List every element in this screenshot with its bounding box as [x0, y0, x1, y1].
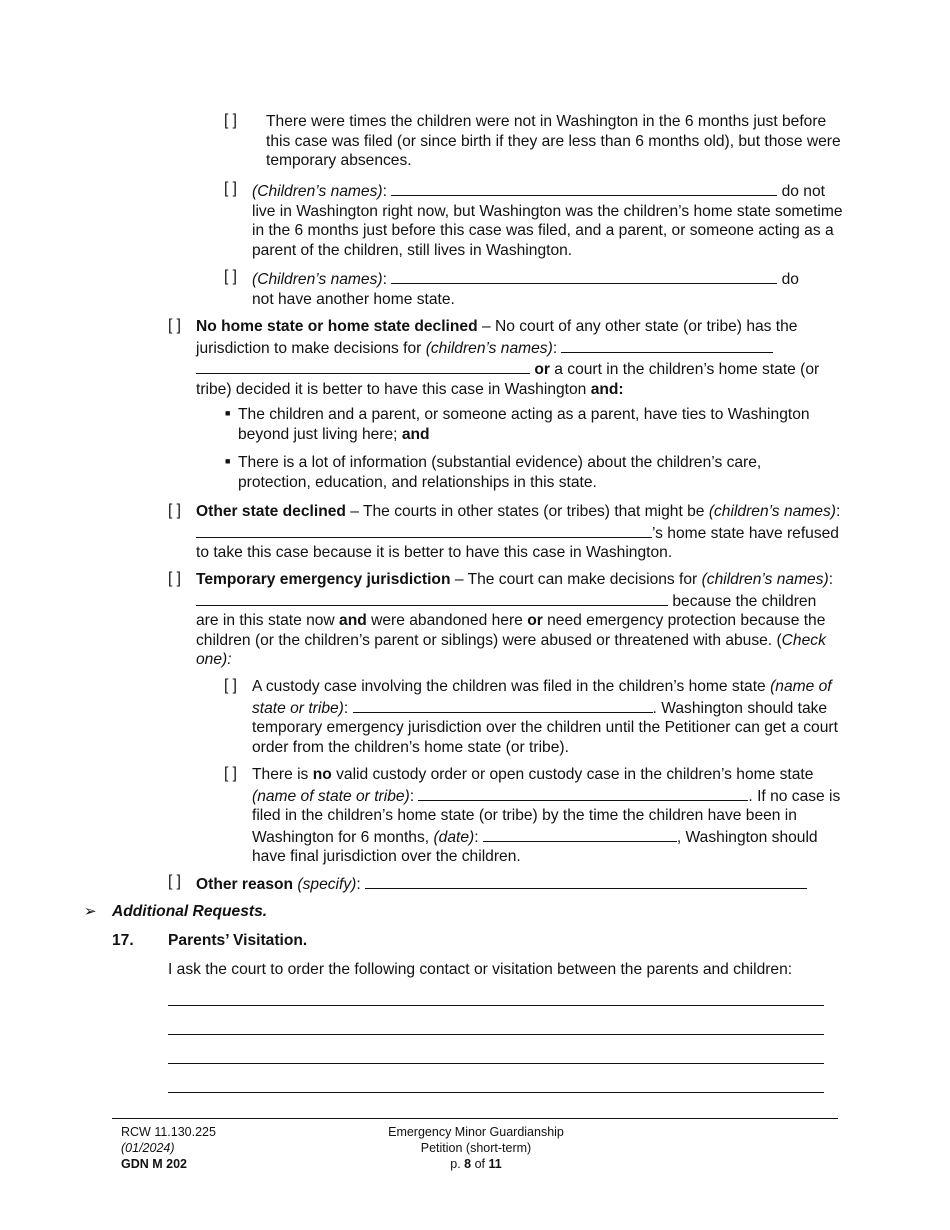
custody-state-field[interactable] — [353, 697, 653, 713]
section-17-number: 17. — [112, 932, 134, 949]
arrow-bullet-icon: ➢ — [84, 903, 97, 920]
or-word: or — [527, 612, 543, 630]
and-word: and: — [590, 380, 624, 398]
visitation-line-4[interactable] — [168, 1092, 824, 1093]
bullet-icon: ■ — [225, 456, 231, 466]
temp-emergency-children-field[interactable] — [196, 590, 668, 606]
other-reason-block: Other reason (specify): — [196, 873, 841, 895]
custody-filed-text1: A custody case involving the children was filed in the children’s home state — [252, 678, 766, 695]
visitation-line-3[interactable] — [168, 1063, 824, 1064]
not-live-block: (Children’s names): do not live in Washington right now, but Washington was the children’s home state sometime in the 6 months just before this case was filed, and a parent, or someone acting as a parent of the children, still lives in Washington. — [252, 180, 852, 260]
temp-emergency-title: Temporary emergency jurisdiction — [196, 571, 451, 588]
bullet-1-block — [238, 405, 818, 444]
children-names-field-1[interactable] — [391, 180, 777, 196]
no-home-state-block: No home state or home state declined – No court of any other state (or tribe) has the jurisdiction to make decisions for (children’s names): or a court in the children’s home state (or tribe) decided it is better to have this case in Washington and: — [196, 318, 820, 398]
footer-form-number: GDN M 202 — [121, 1157, 187, 1171]
footer-title-1: Emergency Minor Guardianship — [388, 1125, 564, 1139]
bullet-1-text: The children and a parent, or someone acting as a parent, have ties to Washington beyond just living here; — [238, 406, 810, 443]
visitation-line-2[interactable] — [168, 1034, 824, 1035]
other-reason-field[interactable] — [365, 873, 807, 889]
temp-text2a: children are in this state now — [196, 592, 817, 630]
additional-requests-heading: Additional Requests. — [112, 903, 268, 920]
if-word: . If — [748, 787, 766, 805]
temp-emergency-block: Temporary emergency jurisdiction – The court can make decisions for (children’s names): because the children are in this state now and were abandoned here or need emergency protection because the children (or the children’s parent or siblings) were abused or threatened with abuse. (Check one): — [196, 571, 834, 669]
other-reason-label: Other reason — [196, 876, 294, 893]
bullet-icon: ■ — [225, 408, 231, 418]
checkbox-other-reason[interactable]: [ ] — [168, 873, 181, 890]
no-custody-block: There is no valid custody order or open custody case in the children’s home state (name of state or tribe): . If no case is filed in the children’s home state (or tribe) by the time the children have been in Washington for 6 months, (date): , Washington should have final jurisdiction over the children. — [252, 766, 841, 866]
custody-filed-text2: should take temporary emergency jurisdiction over the children until the Petitioner can get a court order from the children’s home state (or tribe). — [252, 699, 838, 756]
bullet-2-text: There is a lot of information (substantial evidence) about the children’s care, protection, education, and relationships in this state. — [238, 454, 762, 491]
no-custody-a: There is — [252, 766, 309, 783]
checkbox-no-other-home[interactable]: [ ] — [224, 268, 237, 285]
other-state-children-field[interactable] — [196, 522, 652, 538]
no-home-state-title: No home state or home state declined — [196, 318, 478, 335]
other-state-title: Other state declined — [196, 503, 346, 520]
other-state-text2: have refused to take this case because it is better to have this case in Washington. — [196, 524, 839, 562]
footer-date: (01/2024) — [121, 1141, 175, 1155]
children-names-label: (Children’s names) — [252, 271, 383, 288]
childrens-label: (children’s — [701, 571, 773, 588]
checkbox-other-state[interactable]: [ ] — [168, 502, 181, 519]
checkbox-temp-emergency[interactable]: [ ] — [168, 570, 181, 587]
temp-text2b: were abandoned here — [371, 612, 523, 630]
no-home-children-field-a[interactable] — [561, 337, 773, 353]
bullet-1-and: and — [401, 425, 430, 443]
childrens-label: (children’s — [708, 503, 780, 520]
state-word: state — [779, 766, 814, 783]
footer-divider — [112, 1118, 838, 1119]
not-other-text: not have another home state. — [252, 290, 455, 308]
no-home-state-text2: a court in the children’s home state (or tribe) decided it is better to have this case in Washington — [196, 361, 820, 398]
specify-label: (specify) — [297, 876, 357, 893]
childrens-names-label: (children’s names) — [425, 339, 553, 357]
footer-title-2: Petition (short-term) — [420, 1141, 532, 1155]
no-home-state-text1: – No court of any other state (or tribe) has the jurisdiction to make decisions for — [196, 318, 798, 357]
children-names-label: (Children’s names) — [252, 183, 383, 200]
home-state-suffix: ’s home state — [652, 524, 745, 542]
footer-center — [356, 1124, 596, 1172]
do-word: do — [781, 271, 799, 288]
checkbox-not-live[interactable]: [ ] — [224, 180, 237, 197]
visitation-line-1[interactable] — [168, 1005, 824, 1006]
no-custody-b: valid custody order or open custody case in the children’s home — [336, 766, 776, 783]
not-live-text: not live in Washington right now, but Washington was the children’s home state sometime in the 6 months just before this case was filed, and a parent, or someone acting as a parent of the children, still lives in Washington. — [252, 183, 843, 259]
no-other-home-block: (Children’s names): do not have another home state. — [252, 268, 852, 309]
date-label: (date) — [433, 828, 475, 846]
temp-absence-text: There were times the children were not in Washington in the 6 months just before this case was filed (or since birth if they are less than 6 months old), but those were temporary absences. — [266, 113, 841, 170]
other-state-block: Other state declined – The courts in other states (or tribes) that might be (children’s names): ’s home state have refused to take this case because it is better to have this case in Washington. — [196, 503, 841, 562]
other-state-text1: – The courts in other states (or tribes) that might be — [350, 503, 705, 520]
section-17-title: Parents’ Visitation. — [168, 932, 308, 949]
no-home-children-field-b[interactable] — [196, 358, 530, 374]
no-custody-d: Washington should have final jurisdiction over the children. — [252, 828, 818, 866]
and-word: and — [339, 612, 367, 630]
check-one-label: Check one): — [196, 631, 826, 669]
checkbox-no-home-state[interactable]: [ ] — [168, 317, 181, 334]
names-label: names) — [783, 503, 836, 520]
checkbox-temp-absence[interactable]: [ ] — [224, 112, 237, 129]
no-custody-state-field[interactable] — [418, 785, 748, 801]
no-custody-c: no case is filed in the children’s home state (or tribe) by the time the children have been in Washington for 6 months, — [252, 787, 841, 846]
custody-filed-block: A custody case involving the children was filed in the children’s home state (name of state or tribe): . Washington should take temporary emergency jurisdiction over the children until the Petitioner can get a court order from the children’s home state (or tribe). — [252, 678, 838, 756]
state-tribe-label: (name of state or tribe) — [252, 787, 410, 805]
temp-text2c: need emergency protection because the children (or the children’s parent or siblings) were abused or threatened with abuse. ( — [196, 612, 826, 649]
do-word: do — [781, 183, 799, 200]
footer-rcw: RCW 11.130.225 — [121, 1125, 216, 1139]
because-text: because the — [672, 592, 758, 610]
or-word: or — [534, 361, 550, 379]
washington-word: . Washington — [652, 699, 743, 717]
footer-left — [121, 1124, 216, 1172]
footer-page-number: p. 8 of 11 — [450, 1157, 502, 1171]
date-field[interactable] — [483, 826, 677, 842]
checkbox-custody-filed[interactable]: [ ] — [224, 677, 237, 694]
children-names-field-2[interactable] — [391, 268, 777, 284]
state-tribe-label: (name of state or tribe) — [252, 678, 832, 717]
temp-emergency-text1: – The court can make decisions for — [454, 571, 698, 588]
section-17-text: I ask the court to order the following contact or visitation between the parents and children: — [168, 961, 793, 978]
no-word: no — [312, 766, 332, 783]
checkbox-no-custody[interactable]: [ ] — [224, 765, 237, 782]
names-label: names) — [776, 571, 829, 588]
